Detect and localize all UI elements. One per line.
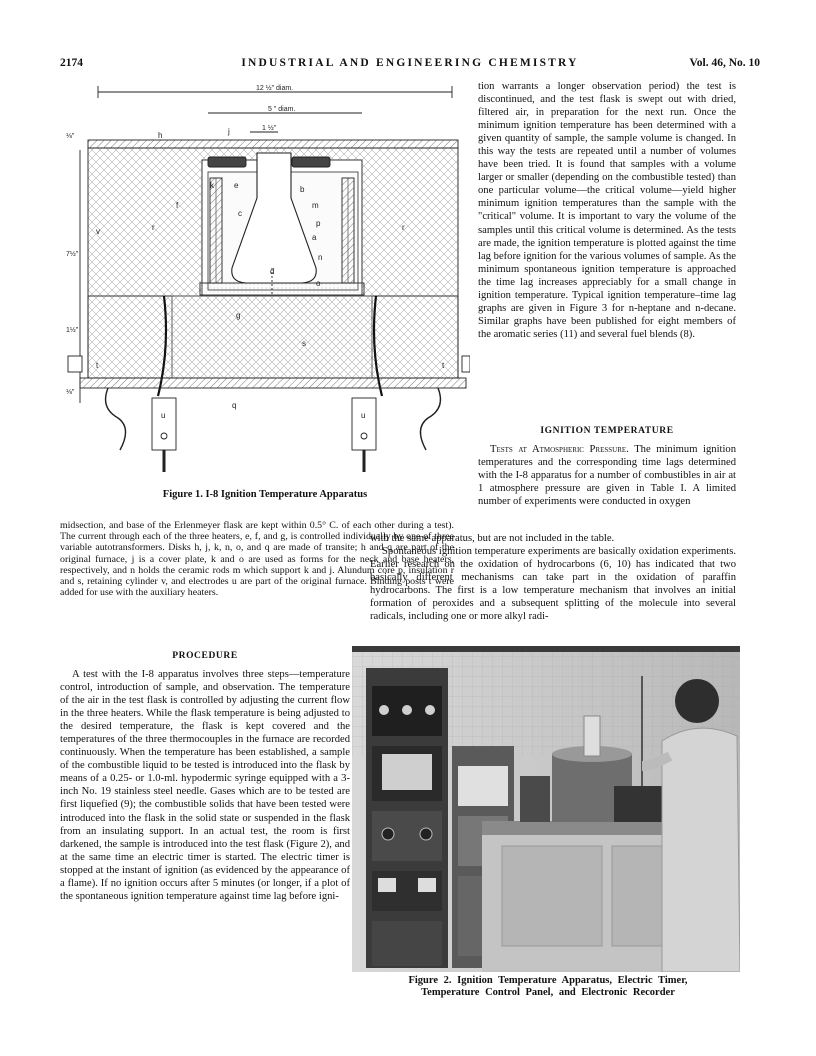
dim-bottom-label: ⅛" — [66, 389, 75, 396]
part-label: g — [236, 311, 241, 320]
part-label: p — [316, 219, 321, 228]
part-label: m — [312, 201, 319, 210]
figure-1-drawing — [60, 78, 470, 486]
part-label: r — [152, 223, 155, 232]
atmospheric-pressure-lead: Tests at Atmospheric Pressure. — [490, 444, 629, 455]
part-label: q — [232, 401, 237, 410]
part-label: k — [210, 181, 214, 190]
part-label: b — [300, 185, 305, 194]
part-label: u — [161, 411, 166, 420]
dim-neck-label: 1 ½" — [262, 125, 277, 132]
journal-title: INDUSTRIAL AND ENGINEERING CHEMISTRY — [241, 57, 579, 69]
atmospheric-pressure-text: The minimum ignition temperatures and the corresponding time lags determined with the I-8 apparatus for a number of combustibles in air at 1 atmosphere pressure are given in Table I. A limited number of experiments were conducted in oxygen — [478, 444, 736, 508]
part-label: h — [158, 131, 163, 140]
part-label: n — [318, 253, 323, 262]
part-label: t — [96, 361, 99, 370]
part-label: a — [312, 233, 317, 242]
figure-1-caption: Figure 1. I-8 Ignition Temperature Apparatus — [162, 489, 368, 500]
dim-height-label: 7½" — [66, 251, 79, 258]
dim-top-label: ⅛" — [66, 133, 75, 140]
right-column-text: tion warrants a longer observation period) the test is discontinued, and the test flask is swept out with dried, filtered air, in preparation for the next run. Once the minimum ignition temperature has been determined with a given quantity of sample, the sample volume is changed. In this way the tests are repeated until a number of volumes have been tried. It is found that samples with a volume larger or smaller (depending on the combustible tested) than one particular volume—the critical volume—yield higher minimum ignition temperatures than the sample with the "critical" volume. It is important to vary the volume of the samples until this critical volume is determined. As the tests are made, the ignition temperature is plotted against the time lag before ignition for the various volumes of sample. As the minimum spontaneous ignition temperature is approached the time lag increases appreciably for a small change in ignition temperature. Typical ignition temperature–time lag graphs are given in Figure 3 for n-heptane and n-decane. Similar graphs have been published for eight members of the aromatic series (11) and several fuel blends (8). — [478, 81, 736, 340]
oxidation-paragraph: Spontaneous ignition temperature experiments are basically oxidation experiments. Earlier research on the oxidation of hydrocarbons (6, 10) has indicated that two basically different mechanisms can take part in the oxidation of paraffin hydrocarbons. The first is a low temperature mechanism that involves an initial formation of peroxides and a subsequent splitting of the molecule into several radicals, including one or more alkyl radi- — [370, 546, 736, 623]
dim-overall-label: 12 ½" diam. — [256, 85, 294, 92]
part-label: v — [96, 227, 100, 236]
figure-2-caption-line-1: Figure 2. Ignition Temperature Apparatus, Electric Timer, — [408, 975, 688, 986]
part-label: f — [176, 201, 179, 210]
ignition-temperature-heading: IGNITION TEMPERATURE — [540, 426, 674, 436]
procedure-heading: PROCEDURE — [172, 651, 238, 661]
part-label: j — [228, 127, 230, 136]
procedure-text: A test with the I-8 apparatus involves three steps—temperature control, introduction of sample, and observation. The temperature of the air in the test flask is controlled by adjusting the current flow in the three heaters. While the flask temperature is being adjusted to the desired temperature, the flask is kept covered and the temperatures of the three thermocouples in the furnace are recorded continuously. When the temperature has been established, a sample of the combustible liquid to be tested is introduced into the flask by means of a 0.25- or 1.0-ml. hypodermic syringe equipped with a 3-inch No. 19 stainless steel needle. Gases which are to be tested are first liquefied (9); the combustible solids that have been tested were introduced into the flask in the solid state or suspended in the flask from an insulating support. In an actual test, the room is first darkened, the sample is introduced into the test flask (Figure 2), and at the same time an electric timer is started. The electric timer is stopped at the instant of ignition (as evidenced by the appearance of a flame). If no ignition occurs after 5 minutes (or longer, if a plot of the spontaneous ignition temperature against time lag before igni- — [60, 669, 350, 902]
volume-issue: Vol. 46, No. 10 — [689, 57, 760, 69]
figure-2-photograph — [352, 646, 740, 972]
part-label: r — [402, 223, 405, 232]
atmospheric-pressure-paragraph — [478, 443, 736, 508]
figure-2-caption-line-2: Temperature Control Panel, and Electronic Recorder — [421, 987, 675, 998]
part-label: s — [302, 339, 306, 348]
figure-1-description: midsection, and base of the Erlenmeyer flask are kept within 0.5° C. of each other during a test). The current through each of the three heaters, e, f, and g, is controlled individually by one of three variable autotransformers. Disks h, j, k, n, o, and q are made of transite; h and q are part of the original furnace, j is a cover plate, k and o are used as forms for the neck and base heaters, respectively, and n holds the ceramic rods m which support k and j. Alundum core p, insulation r and s, retaining cylinder v, and electrodes u are part of the original furnace. Binding posts t were added for use with the auxiliary heaters. — [60, 520, 454, 599]
part-label: o — [316, 279, 321, 288]
part-label: d — [270, 267, 275, 276]
part-label: t — [442, 361, 445, 370]
figure-2-caption — [352, 975, 744, 999]
page-number: 2174 — [60, 57, 83, 69]
part-label: e — [234, 181, 239, 190]
wide-text-line: with the same apparatus, but are not included in the table. — [370, 533, 615, 544]
dim-inner-label: 5 " diam. — [268, 106, 296, 113]
running-header — [60, 57, 760, 73]
dim-left-label: 1½" — [66, 327, 79, 334]
part-label: c — [238, 209, 242, 218]
part-label: u — [361, 411, 366, 420]
